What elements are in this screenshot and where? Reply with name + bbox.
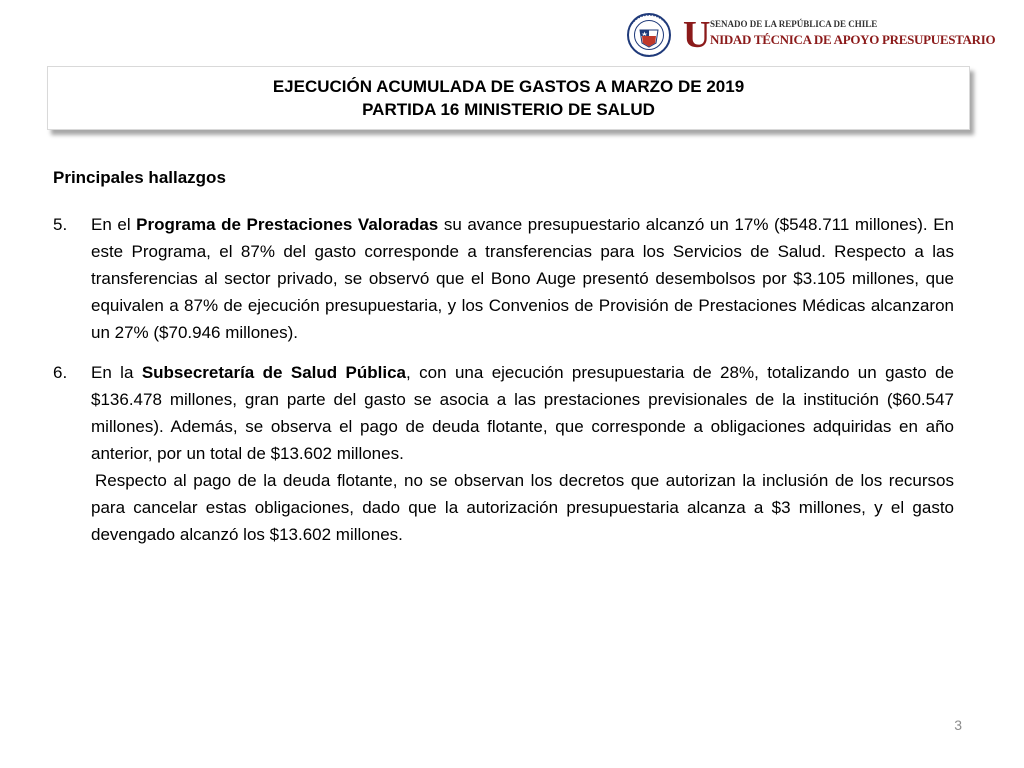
slide-content <box>53 164 954 561</box>
finding-text <box>91 211 954 346</box>
unit-branding <box>683 16 1013 56</box>
finding-text <box>91 359 954 548</box>
finding-item <box>53 359 954 548</box>
finding-number: 5. <box>53 215 68 234</box>
finding-number: 6. <box>53 363 68 382</box>
slide-title-box <box>47 66 970 130</box>
page-number: 3 <box>954 717 962 733</box>
finding-intro: En el <box>91 215 137 234</box>
brand-initial: U <box>683 14 711 56</box>
finding-highlight: Programa de Prestaciones Valoradas <box>136 215 439 234</box>
unit-name: NIDAD TÉCNICA DE APOYO PRESUPUESTARIO <box>710 32 996 47</box>
finding-item <box>53 211 954 346</box>
finding-intro: En la <box>91 363 142 382</box>
finding-highlight: Subsecretaría de Salud Pública <box>141 363 407 382</box>
slide-title: EJECUCIÓN ACUMULADA DE GASTOS A MARZO DE 2019 <box>272 77 745 96</box>
finding-continuation: Respecto al pago de la deuda flotante, no se observan los decretos que autorizan la inclusión de los recursos para cancelar estas obligaciones, dado que la autorización presupuestaria alcanza a $3 millones, y el gasto devengado alcanzó los $13.602 millones. <box>91 471 954 544</box>
section-heading: Principales hallazgos <box>53 168 226 187</box>
finding-detail: , con una ejecución presupuestaria de 28%, totalizando un gasto de $136.478 millones, gran parte del gasto se asocia a las prestaciones previsionales de la institución ($60.547 millones). Además, se observa el pago de deuda flotante, que corresponde a obligaciones adquiridas en año anterior, por un total de $13.602 millones. <box>91 363 954 463</box>
slide-subtitle: PARTIDA 16 MINISTERIO DE SALUD <box>362 100 655 119</box>
senate-seal-logo <box>618 12 680 58</box>
senate-seal-icon <box>618 12 680 58</box>
senate-name: SENADO DE LA REPÚBLICA DE CHILE <box>710 19 878 29</box>
finding-detail: su avance presupuestario alcanzó un 17% ($548.711 millones). En este Programa, el 87% del gasto corresponde a transferencias para los Servicios de Salud. Respecto a las transferencias al sector privado, se observó que el Bono Auge presentó desembolsos por $3.105 millones, que equivalen a 87% de ejecución presupuestaria, y los Convenios de Provisión de Prestaciones Médicas alcanzaron un 27% ($70.946 millones). <box>91 215 954 342</box>
